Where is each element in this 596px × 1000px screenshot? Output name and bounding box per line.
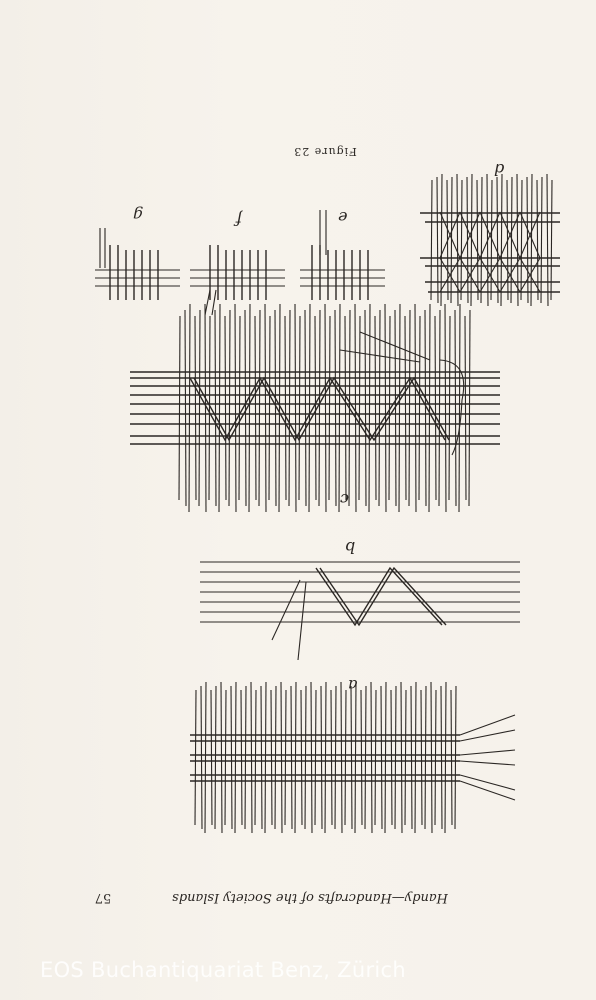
panel-f-drawing [190,245,285,315]
panel-a-drawing [190,682,515,833]
figure-title: Figure 23 [293,145,357,158]
page-number: 57 [94,890,112,905]
panel-label-c: c [340,490,349,509]
panel-label-a: a [348,676,358,695]
running-head: Handy—Handcrafts of the Society Islands [172,890,448,905]
panel-g-drawing [95,228,180,300]
panel-d-drawing [420,174,560,306]
panel-label-f: f [236,210,242,229]
panel-label-b: b [345,538,356,557]
panel-label-d: d [494,160,505,179]
panel-b-drawing [200,562,520,660]
panel-label-g: g [133,206,144,225]
watermark: EOS Buchantiquariat Benz, Zürich [40,958,407,982]
panel-c-drawing [130,304,500,512]
panel-label-e: e [338,208,348,227]
